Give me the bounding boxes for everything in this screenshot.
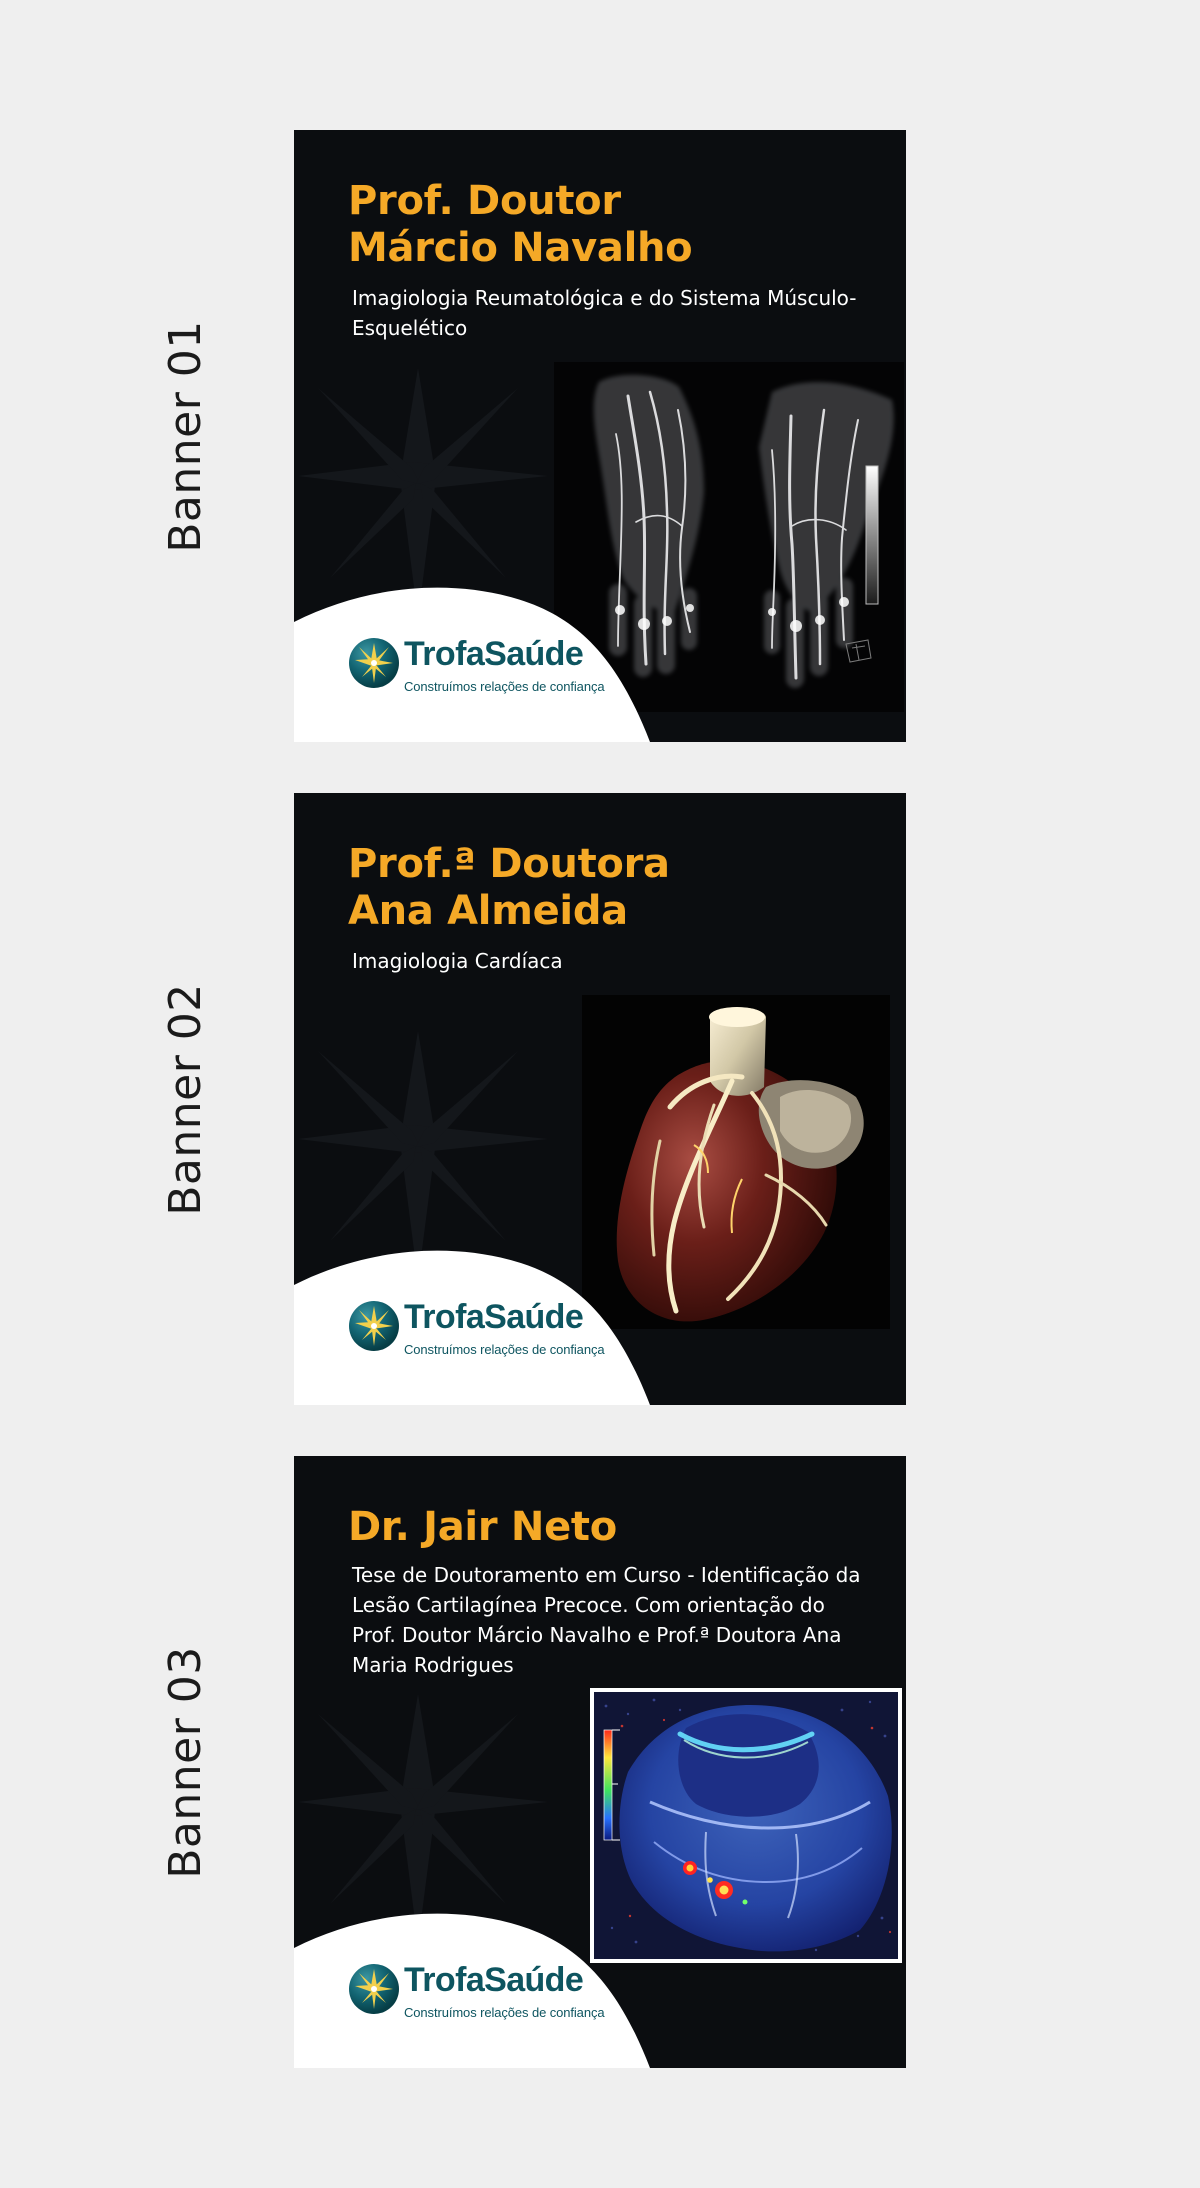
trofasaude-logo <box>348 634 608 704</box>
specialty-subtitle: Imagiologia Cardíaca <box>352 949 563 973</box>
banner-02 <box>294 793 906 1405</box>
thesis-subtitle: Tese de Doutoramento em Curso - Identificação da Lesão Cartilagínea Precoce. Com orientação do Prof. Doutor Márcio Navalho e Prof.ª Doutora Ana Maria Rodrigues <box>352 1563 861 1677</box>
banner-03 <box>294 1456 906 2068</box>
banner-label <box>110 793 260 1405</box>
brand-name: TrofaSaúde <box>404 1298 584 1336</box>
specialty-subtitle: Imagiologia Reumatológica e do Sistema Músculo-Esquelético <box>352 286 857 340</box>
trofasaude-logo <box>348 1960 608 2030</box>
brand-logo-area <box>294 1245 906 1405</box>
banner-label <box>110 130 260 742</box>
trofasaude-star-icon <box>348 637 400 689</box>
brand-slogan: Construímos relações de confiança <box>404 679 605 694</box>
banner-01 <box>294 130 906 742</box>
trofasaude-star-icon <box>348 1963 400 2015</box>
banner-row-01 <box>0 130 1200 742</box>
doctor-name-title: Prof.ª Doutora Ana Almeida <box>348 841 670 934</box>
banner-row-03 <box>0 1456 1200 2068</box>
banner-label-text: Banner 01 <box>159 319 211 553</box>
trofasaude-star-icon <box>348 1300 400 1352</box>
brand-logo-area <box>294 582 906 742</box>
banner-row-02 <box>0 793 1200 1405</box>
brand-logo-area <box>294 1908 906 2068</box>
doctor-name-title: Prof. Doutor Márcio Navalho <box>348 178 693 271</box>
brand-name: TrofaSaúde <box>404 1961 584 1999</box>
banner-label-text: Banner 02 <box>159 982 211 1216</box>
brand-slogan: Construímos relações de confiança <box>404 2005 605 2020</box>
banner-label-text: Banner 03 <box>159 1645 211 1879</box>
brand-name: TrofaSaúde <box>404 635 584 673</box>
doctor-name-title: Dr. Jair Neto <box>348 1504 617 1550</box>
trofasaude-logo <box>348 1297 608 1367</box>
brand-slogan: Construímos relações de confiança <box>404 1342 605 1357</box>
banner-label <box>110 1456 260 2068</box>
